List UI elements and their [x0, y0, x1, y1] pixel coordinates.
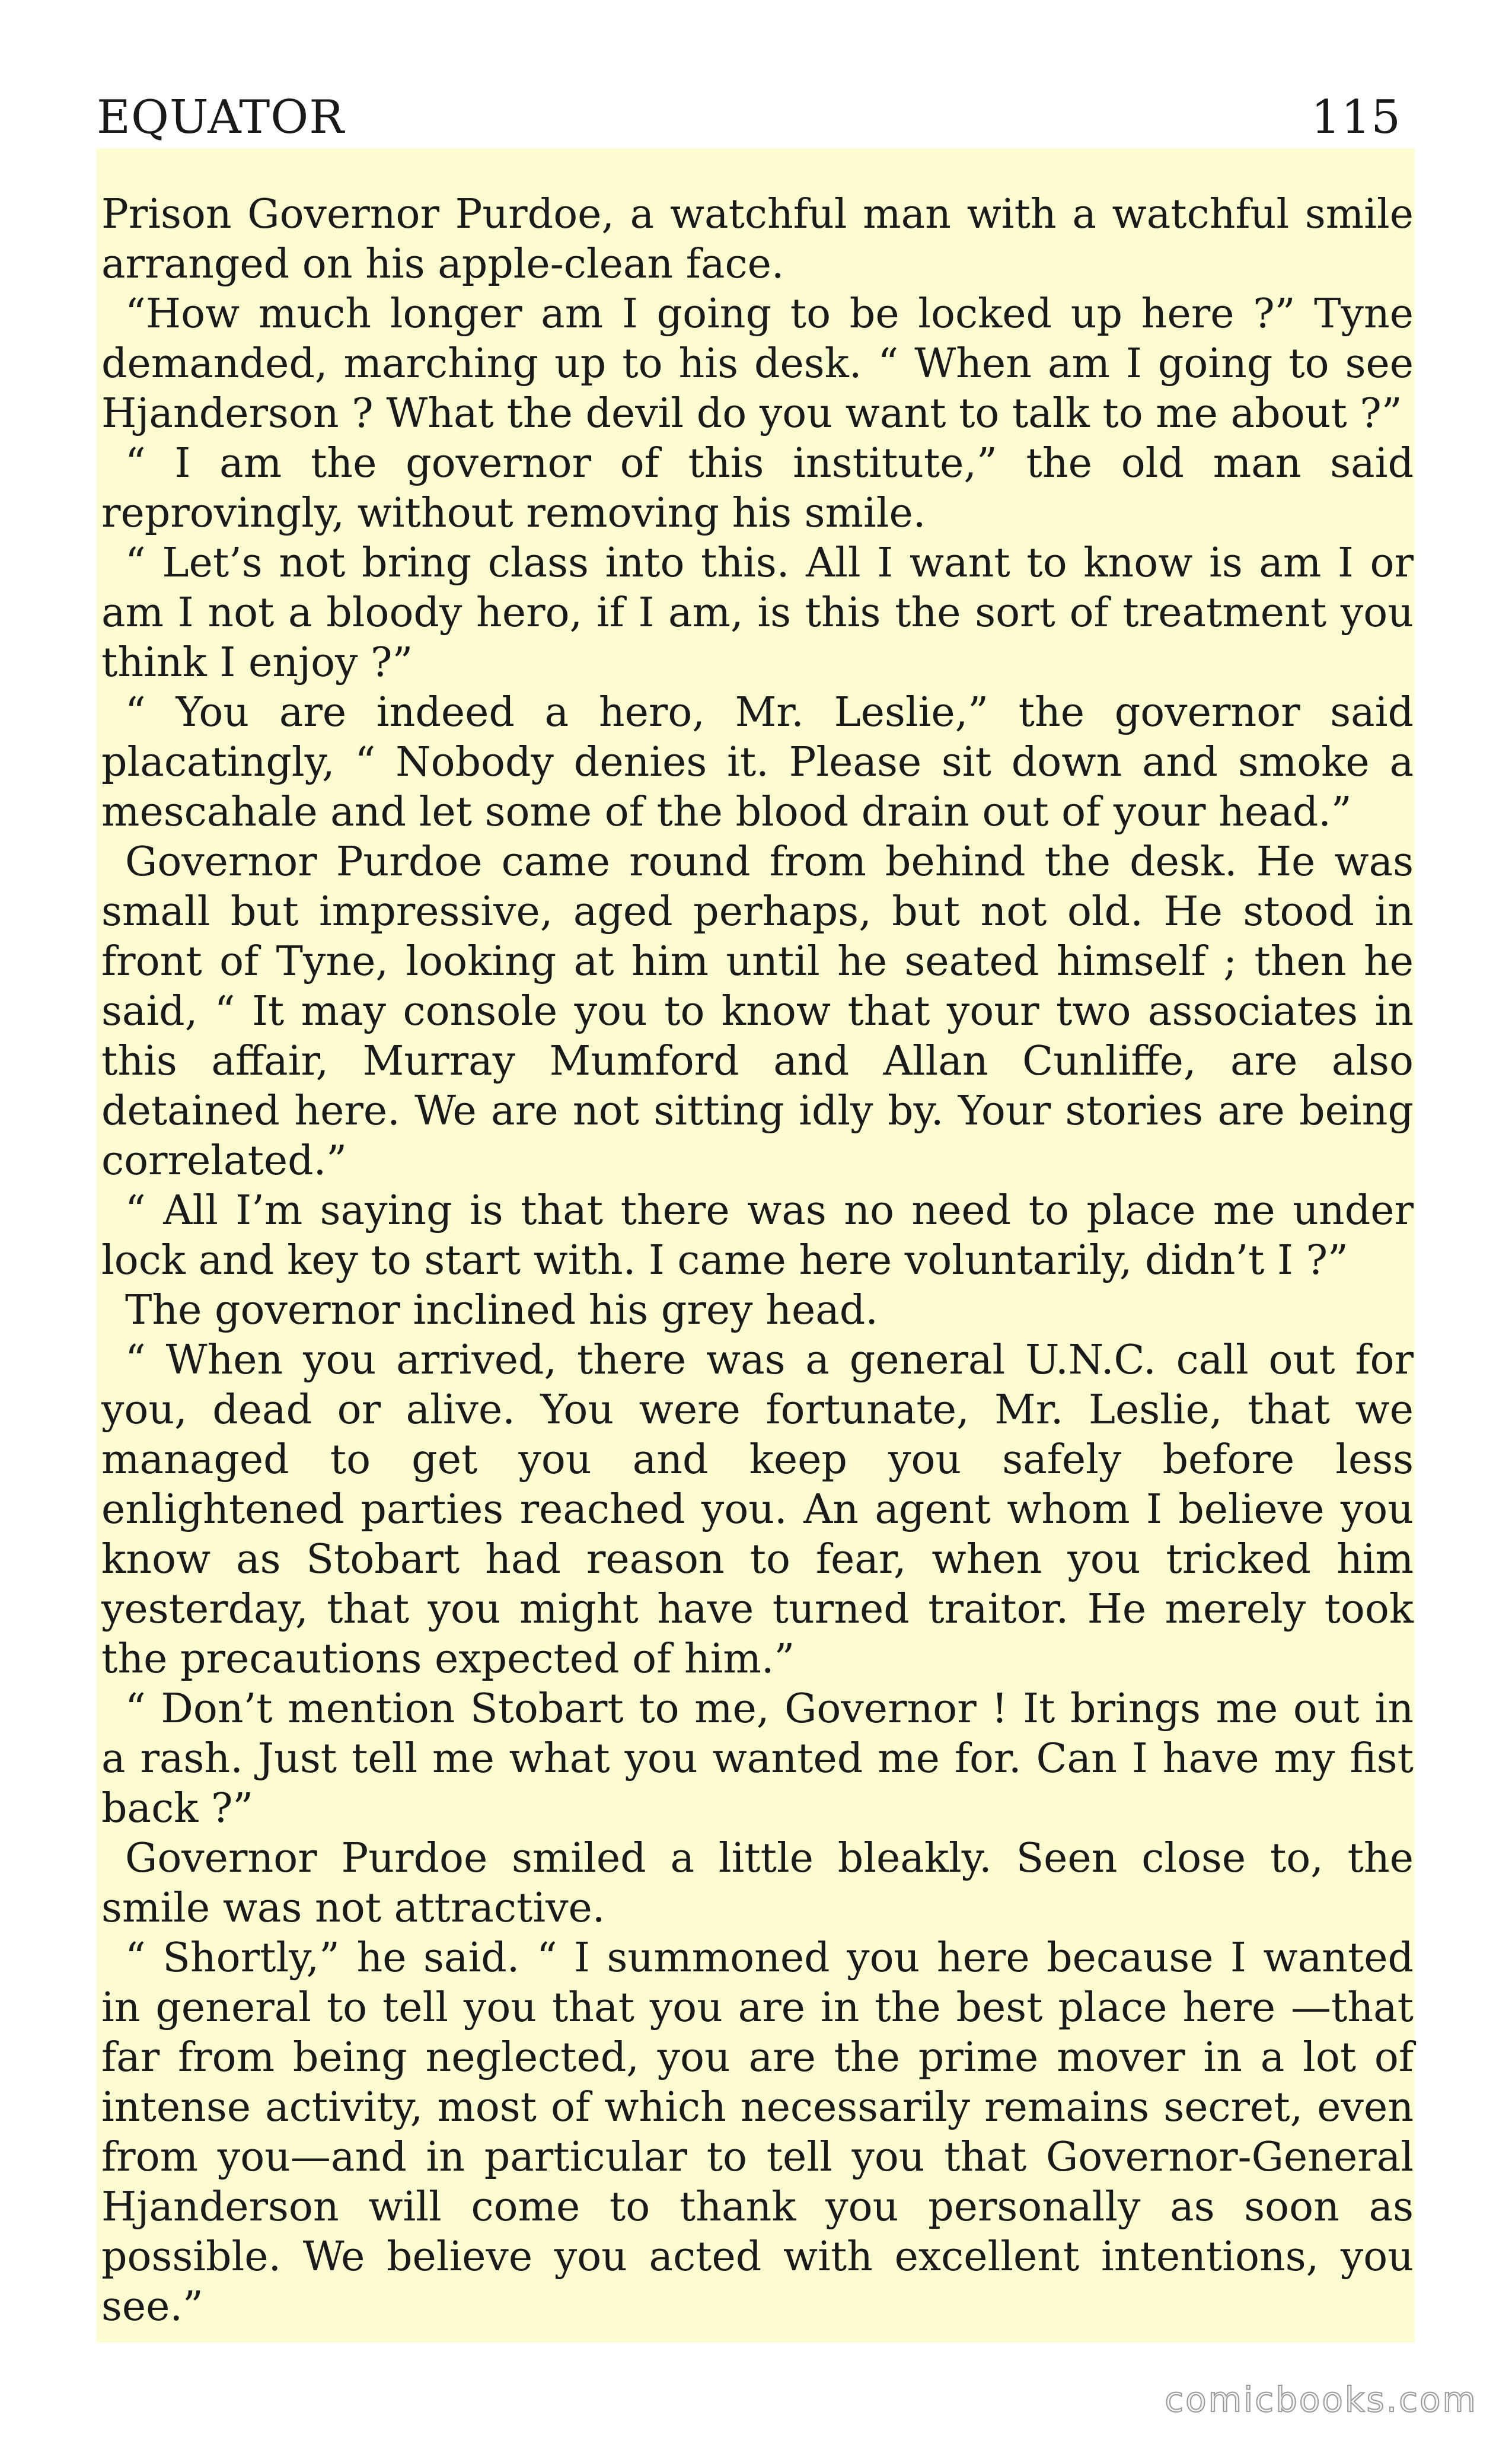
paragraph: “ All I’m saying is that there was no need to place me under lock and key to start with. I came here voluntarily, didn’t I ?” [101, 1187, 1414, 1284]
watermark: comicbooks.com [1165, 2379, 1478, 2420]
paragraph: “ Don’t mention Stobart to me, Governor ! It brings me out in a rash. Just tell me what you wanted me for. Can I have my fist back ?” [101, 1686, 1414, 1832]
page-header [97, 88, 1401, 147]
paragraph: The governor inclined his grey head. [125, 1287, 878, 1334]
paragraph: “ I am the governor of this institute,” the old man said reprovingly, without removing his smile. [101, 440, 1414, 537]
paragraph: “ Shortly,” he said. “ I summoned you here because I wanted in general to tell you that you are in the best place here —that far from being neglected, you are the prime mover in a lot of intense activity, most of which necessarily remains secret, even from you—and in particular to tell you that Governor-General Hjanderson will come to thank you personally as soon as possible. We believe you acted with excellent intentions, you see.” [101, 1935, 1414, 2330]
paragraph: “ When you arrived, there was a general U.N.C. call out for you, dead or alive. You were fortunate, Mr. Leslie, that we managed to get you and keep you safely before less enlightened parties reached you. An agent whom I believe you know as Stobart had reason to fear, when you tricked him yesterday, that you might have turned traitor. He merely took the precautions expected of him.” [101, 1337, 1414, 1683]
paragraph: Governor Purdoe smiled a little bleakly. Seen close to, the smile was not attractive. [101, 1835, 1414, 1932]
paragraph: Governor Purdoe came round from behind the desk. He was small but impressive, aged perhaps, but not old. He stood in front of Tyne, looking at him until he seated himself ; then he said, “ It may console you to know that your two associates in this affair, Murray Mumford and Allan Cunliffe, are also detained here. We are not sitting idly by. Your stories are being correlated.” [101, 839, 1414, 1184]
running-title: EQUATOR [97, 91, 344, 144]
paragraph: “ Let’s not bring class into this. All I want to know is am I or am I not a bloody hero, if I am, is this the sort of treatment you think I enjoy ?” [101, 540, 1414, 686]
paragraph: Prison Governor Purdoe, a watchful man with a watchful smile arranged on his apple-clean face. [101, 191, 1414, 288]
page-number: 115 [1311, 91, 1401, 144]
body-text [97, 148, 1415, 2343]
paragraph: “ You are indeed a hero, Mr. Leslie,” the governor said placatingly, “ Nobody denies it. Please sit down and smoke a mescahale and let some of the blood drain out of your head.” [101, 689, 1414, 836]
paragraph: “How much longer am I going to be locked up here ?” Tyne demanded, marching up to his desk. “ When am I going to see Hjanderson ? What the devil do you want to talk to me about ?” [101, 291, 1414, 437]
